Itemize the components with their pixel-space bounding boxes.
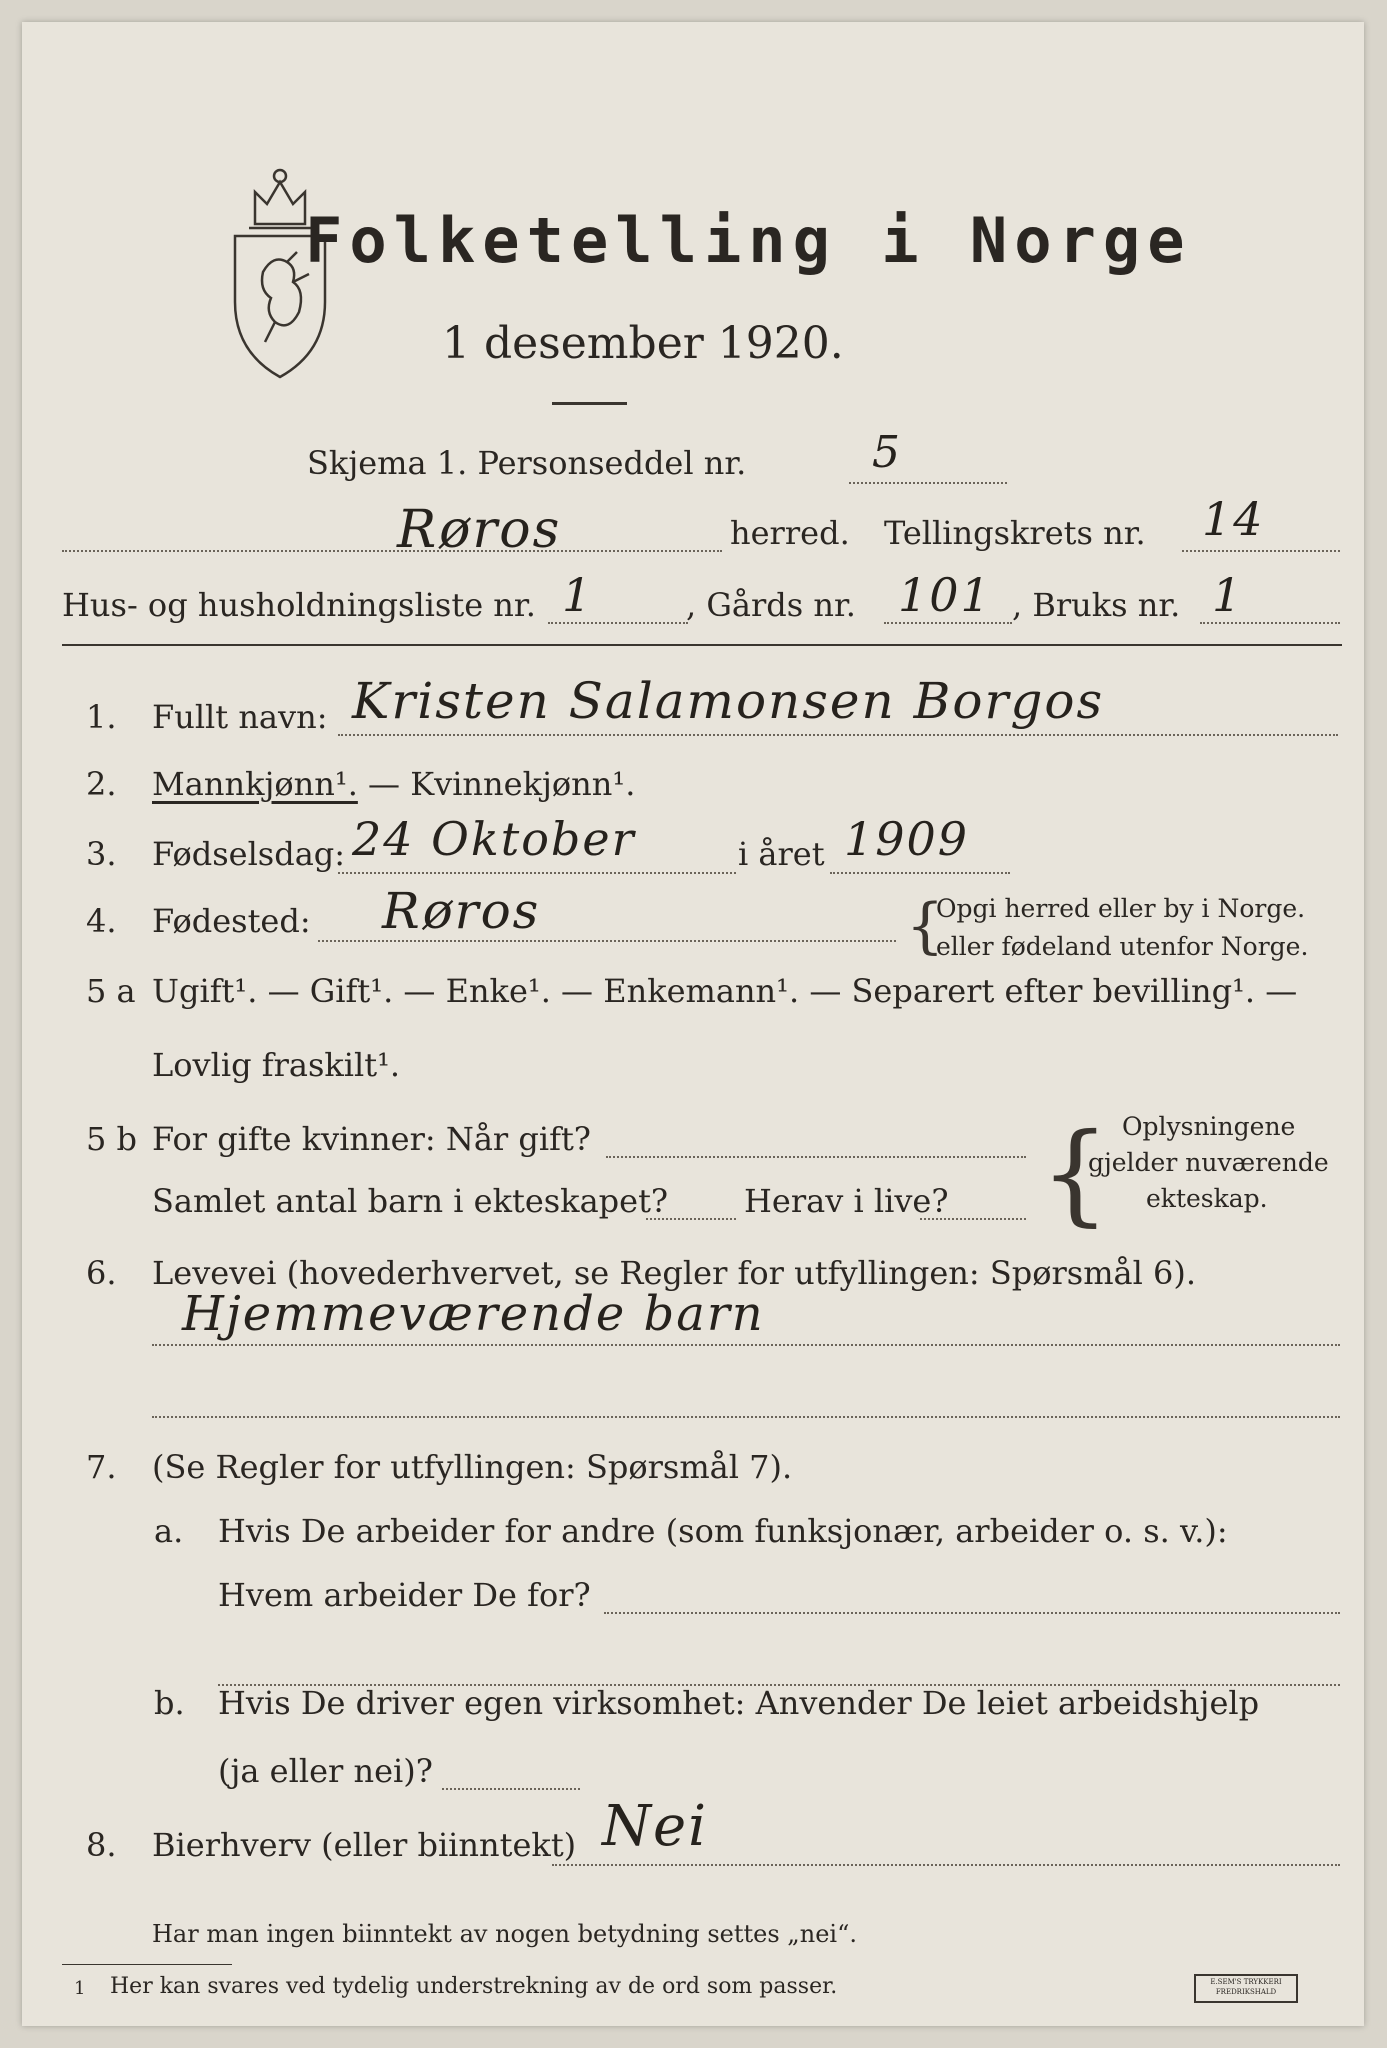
q6-number: 6. (86, 1254, 117, 1292)
header-divider (62, 644, 1342, 646)
q8-number: 8. (86, 1826, 117, 1864)
q3-year-value[interactable]: 1909 (844, 812, 970, 866)
q7b-letter: b. (154, 1684, 185, 1722)
q7a-letter: a. (154, 1512, 184, 1550)
q4-note-brace: { (906, 891, 945, 961)
bruks-nr-value[interactable]: 1 (1212, 568, 1244, 622)
q4-note-line2: eller fødeland utenfor Norge. (936, 932, 1309, 961)
tellingskrets-value[interactable]: 14 (1202, 492, 1265, 546)
printer-stamp: E.SEM'S TRYKKERI FREDRIKSHALD (1194, 1974, 1298, 2003)
q5b-number: 5 b (86, 1120, 138, 1158)
q7b-field-line (442, 1788, 580, 1790)
q3-year-label: i året (738, 835, 825, 873)
q2-number: 2. (86, 765, 117, 803)
q7b-line2: (ja eller nei)? (218, 1752, 433, 1790)
footer-note: Har man ingen biinntekt av nogen betydning settes „nei“. (152, 1920, 857, 1948)
form-title: Folketelling i Norge (305, 204, 1192, 277)
q8-label: Bierhverv (eller biinntekt) (152, 1826, 577, 1864)
q7b-line1: Hvis De driver egen virksomhet: Anvender De leiet arbeidshjelp (218, 1684, 1260, 1722)
q5b-alive-label: Herav i live? (744, 1182, 949, 1220)
q2-gender-options (152, 765, 635, 803)
herred-value[interactable]: Røros (397, 500, 562, 560)
q8-field-line (552, 1864, 1340, 1866)
skjema-label: Skjema 1. Personseddel nr. (307, 444, 747, 482)
footnote-divider (62, 1964, 232, 1965)
q1-label: Fullt navn: (152, 698, 328, 736)
q7-label: (Se Regler for utfyllingen: Spørsmål 7). (152, 1448, 793, 1486)
hus-nr-field-line (548, 622, 688, 624)
q2-separator: — (357, 765, 411, 803)
q5b-note-brace: { (1040, 1109, 1110, 1237)
q1-number: 1. (86, 698, 117, 736)
q7a-line2: Hvem arbeider De for? (218, 1576, 591, 1614)
q7a-field-line-1 (604, 1612, 1340, 1614)
q4-field-line (318, 940, 896, 942)
bruks-nr-field-line (1200, 622, 1340, 624)
q1-field-line (338, 734, 1338, 736)
q6-field-line-2 (152, 1416, 1340, 1418)
q6-label: Levevei (hovederhvervet, se Regler for utfyllingen: Spørsmål 6). (152, 1254, 1197, 1292)
q5a-marital-options-cont[interactable]: Lovlig fraskilt¹. (152, 1046, 401, 1084)
q3-year-field-line (830, 872, 1010, 874)
tellingskrets-field-line (1182, 550, 1340, 552)
q4-birthplace-value[interactable]: Røros (382, 882, 541, 940)
census-date: 1 desember 1920. (442, 318, 844, 369)
gards-nr-value[interactable]: 101 (898, 568, 992, 622)
q5b-children-label: Samlet antal barn i ekteskapet? (152, 1182, 669, 1220)
q5b-children-field-line (646, 1218, 736, 1220)
personseddel-nr-value[interactable]: 5 (872, 427, 902, 478)
footnote-mark: 1 (74, 1978, 86, 1999)
q5b-note-line1: Oplysningene (1122, 1112, 1296, 1141)
personseddel-nr-field-line (849, 482, 1007, 484)
q5b-alive-field-line (920, 1218, 1026, 1220)
q5b-when-married-field-line (606, 1156, 1026, 1158)
q8-side-income-value[interactable]: Nei (602, 1794, 709, 1859)
q4-note-line1: Opgi herred eller by i Norge. (936, 894, 1306, 923)
q7a-line1: Hvis De arbeider for andre (som funksjonær, arbeider o. s. v.): (218, 1512, 1228, 1550)
q2-female-option[interactable]: Kvinnekjønn¹. (410, 765, 636, 803)
q6-field-line-1 (152, 1344, 1340, 1346)
hus-label: Hus- og husholdningsliste nr. (62, 586, 536, 624)
tellingskrets-label: Tellingskrets nr. (884, 514, 1146, 552)
q1-full-name-value[interactable]: Kristen Salamonsen Borgos (352, 672, 1105, 730)
q6-occupation-value[interactable]: Hjemmeværende barn (182, 1286, 765, 1342)
q2-male-option[interactable]: Mannkjønn¹. (152, 765, 358, 803)
title-divider (552, 402, 627, 405)
q5b-note-line2: gjelder nuværende (1088, 1148, 1329, 1177)
herred-label: herred. (730, 514, 850, 552)
bruks-label: , Bruks nr. (1012, 586, 1181, 624)
q3-number: 3. (86, 835, 117, 873)
census-form-sheet (22, 22, 1364, 2026)
q7-number: 7. (86, 1448, 117, 1486)
q3-birthday-value[interactable]: 24 Oktober (352, 812, 636, 866)
q3-label: Fødselsdag: (152, 835, 346, 873)
q5a-marital-options[interactable]: Ugift¹. — Gift¹. — Enke¹. — Enkemann¹. — Separert efter bevilling¹. — (152, 972, 1298, 1010)
gards-nr-field-line (884, 622, 1012, 624)
q5b-note-line3: ekteskap. (1146, 1184, 1268, 1213)
q5a-number: 5 a (86, 972, 136, 1010)
footnote-text: Her kan svares ved tydelig understrekning av de ord som passer. (110, 1974, 838, 1999)
gards-label: , Gårds nr. (686, 586, 856, 624)
herred-field-line (62, 550, 722, 552)
hus-nr-value[interactable]: 1 (562, 568, 594, 622)
q3-day-field-line (338, 872, 736, 874)
q4-number: 4. (86, 902, 117, 940)
q4-label: Fødested: (152, 902, 311, 940)
q5b-when-married-label: For gifte kvinner: Når gift? (152, 1120, 591, 1158)
